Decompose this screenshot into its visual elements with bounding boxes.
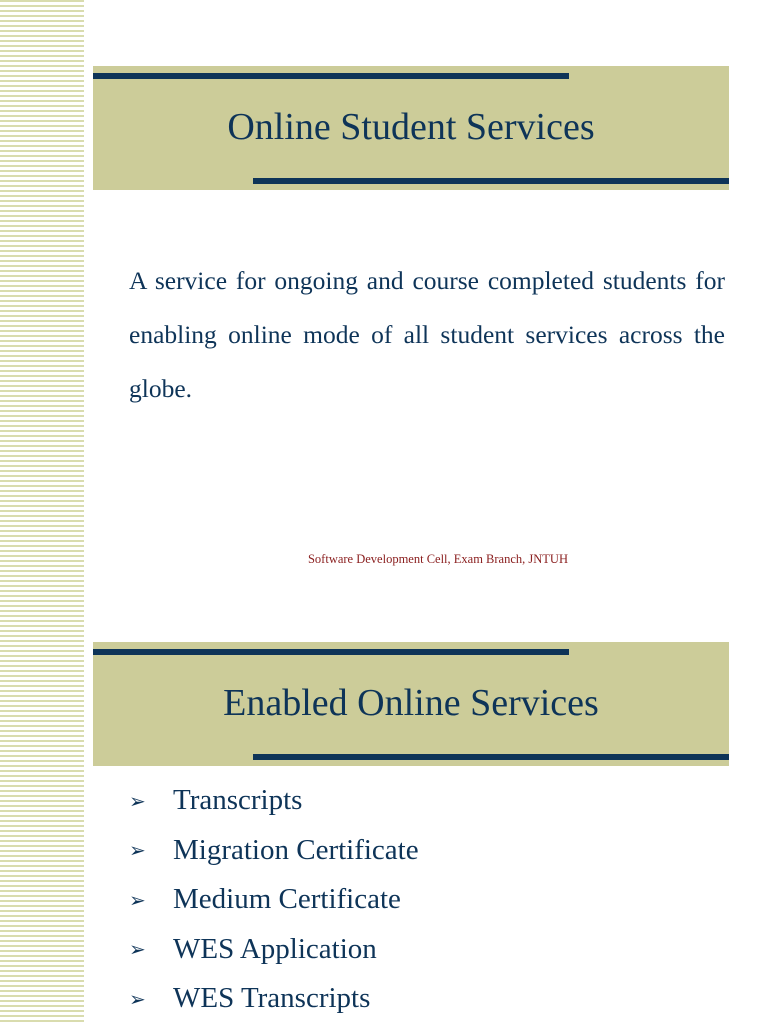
arrow-bullet-icon: ➢	[129, 937, 146, 962]
title-band-top-line	[93, 73, 569, 79]
list-item-label: Medium Certificate	[173, 883, 401, 916]
list-item-label: WES Application	[173, 932, 377, 965]
slide-body-text: A service for ongoing and course completed students for enabling online mode of all student services across the globe.	[129, 266, 725, 403]
arrow-bullet-icon: ➢	[129, 788, 146, 813]
slide-footer-note: Software Development Cell, Exam Branch, JNTUH	[307, 552, 568, 566]
title-band	[93, 642, 729, 766]
list-item	[129, 925, 419, 975]
list-item	[129, 974, 419, 1024]
title-band-bottom-line	[253, 178, 729, 184]
service-list	[129, 776, 419, 1024]
list-item-label: Transcripts	[173, 784, 303, 817]
list-item	[129, 776, 419, 826]
list-item-label: WES Transcripts	[173, 982, 371, 1015]
title-band	[93, 66, 729, 190]
list-item	[129, 826, 419, 876]
arrow-bullet-icon: ➢	[129, 887, 146, 912]
title-band-top-line	[93, 649, 569, 655]
list-item	[129, 875, 419, 925]
arrow-bullet-icon: ➢	[129, 838, 146, 863]
title-band-bottom-line	[253, 754, 729, 760]
slide-title: Online Student Services	[227, 106, 595, 148]
decorative-stripe-pattern	[0, 0, 84, 1024]
list-item-label: Migration Certificate	[173, 833, 419, 866]
arrow-bullet-icon: ➢	[129, 986, 146, 1011]
slide-title: Enabled Online Services	[223, 682, 599, 724]
